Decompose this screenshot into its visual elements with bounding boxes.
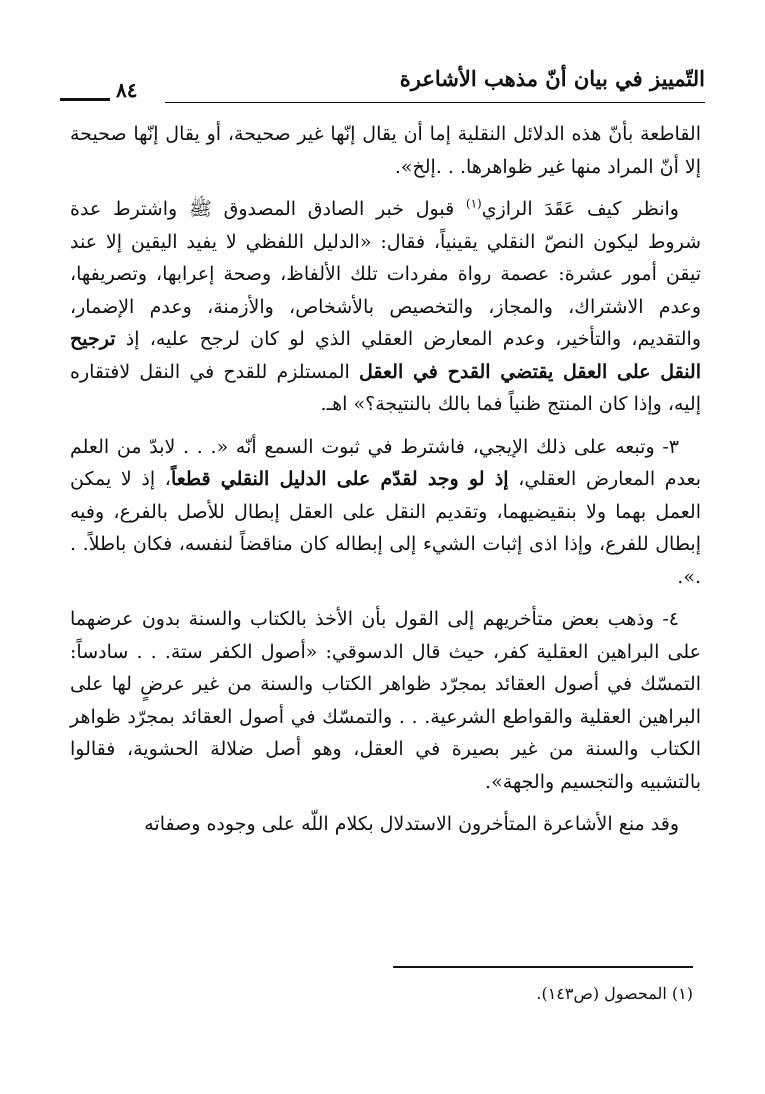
paragraph-text: وانظر كيف عَقَدَ الرازي [481, 198, 679, 220]
paragraph-text: ٤- وذهب بعض متأخريهم إلى القول بأن الأخذ بالكتاب والسنة بدون عرضهما على البراهين العقلية كفر، حيث قال الدسوقي: «أصول الكفر ستة. . . سادساً: التمسّك في أصول العقائد بمجرّد ظواهر الكتاب والسنة من غير عرضٍ لها على البراهين العقلية والقواطع الشرعية. . . والتمسّك في أصول العقائد بمجرّد ظواهر الكتاب والسنة من غير بصيرة في العقل، وهو أصل ضلالة الحشوية، فقالوا بالتشبيه والتجسيم والجهة». [70, 608, 701, 793]
paragraph [70, 808, 701, 841]
footnote-rule [393, 966, 693, 968]
footnote: (١) المحصول (ص١٤٣). [536, 984, 693, 1003]
running-header [60, 62, 705, 106]
header-rule [165, 102, 705, 103]
header-title: التّمييز في بيان أنّ مذهب الأشاعرة [399, 66, 705, 91]
paragraph [70, 193, 701, 421]
paragraph [70, 431, 701, 594]
paragraph-text: ، إذ لا يمكن العمل بهما ولا بنقيضيهما، وتقديم النقل على العقل إبطال للأصل بالفرع، وفيه إبطال للفرع، وإذا اذى إثبات الشيء إلى إبطاله كان مناقضاً لنفسه، فكان باطلاً. . .». [70, 468, 701, 588]
paragraph [70, 118, 701, 183]
footnote-marker: (١) [465, 196, 482, 211]
emphasis-text: إذ لو وجد لقدّم على الدليل النقلي قطعاً [170, 468, 509, 490]
paragraph-text: القاطعة بأنّ هذه الدلائل النقلية إما أن يقال إنّها غير صحيحة، أو يقال إنّها صحيحة إلا أنّ المراد منها غير ظواهرها. . .إلخ». [70, 123, 701, 178]
page-number: ٨٤ [116, 78, 138, 102]
paragraph-text: المستلزم للقدح في النقل لافتقاره إليه، وإذا كان المنتج ظنياً فما بالك بالنتيجة؟» اهـ. [70, 360, 701, 415]
emphasis-text: ترجيح النقل على العقل يقتضي القدح في العقل [70, 328, 701, 383]
paragraph [70, 603, 701, 798]
paragraph-text: ٣- وتبعه على ذلك الإيجي، فاشترط في ثبوت السمع أنّه «. . . لابدّ من العلم بعدم المعارض العقلي، [70, 435, 701, 490]
paragraph-text: وقد منع الأشاعرة المتأخرون الاستدلال بكلام اللّه على وجوده وصفاته [144, 813, 679, 835]
body-text [70, 118, 701, 851]
paragraph-text: قبول خبر الصادق المصدوق ﷺ واشترط عدة شروط ليكون النصّ النقلي يقينياً، فقال: «الدليل اللفظي لا يفيد اليقين إلا عند تيقن أمور عشرة: عصمة رواة مفردات تلك الألفاظ، وصحة إعرابها، وتصريفها، وعدم الاشتراك، والمجاز، والتخصيص بالأشخاص، والأزمنة، وعدم الإضمار، والتقديم، والتأخير، وعدم المعارض العقلي الذي لو كان لرجح عليه، إذ [70, 198, 701, 350]
page-number-rule [60, 98, 110, 101]
